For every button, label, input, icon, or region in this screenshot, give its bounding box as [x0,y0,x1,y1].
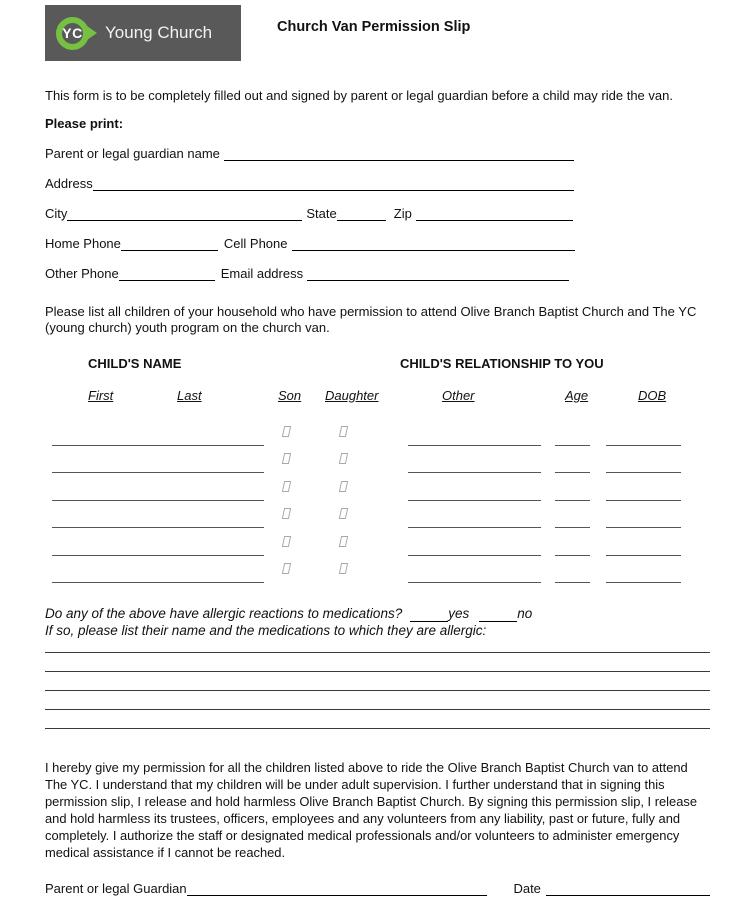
please-print-label: Please print: [45,116,124,131]
write-in-line[interactable] [45,653,710,672]
cell-phone-field[interactable] [292,236,575,251]
state-field[interactable] [337,206,386,221]
address-row [45,174,710,191]
col-last: Last [177,388,202,403]
child-row [45,501,710,529]
son-checkbox[interactable] [282,453,291,464]
child-name-field[interactable] [52,463,264,473]
age-field[interactable] [555,546,590,556]
daughter-checkbox[interactable] [339,481,348,492]
city-field[interactable] [67,206,302,221]
allergy-write-in-lines [45,640,710,729]
col-first: First [88,388,114,403]
no-label: no [517,606,533,621]
other-relationship-field[interactable] [408,463,541,473]
zip-field[interactable] [416,206,573,221]
other-relationship-field[interactable] [408,491,541,501]
child-row [45,446,710,474]
allergy-no-field[interactable] [479,608,517,622]
other-phone-field[interactable] [119,266,215,281]
address-label: Address [45,176,93,191]
yc-circle-arrow-icon [56,17,89,50]
children-table [45,356,710,583]
young-church-logo [45,5,241,61]
address-field[interactable] [93,176,574,191]
header [0,0,750,61]
legal-release-text: I hereby give my permission for all the children listed above to ride the Olive Branch Baptist Church van to attend The YC. I understand that my children will be under adult supervision. I further understand that in signing this permission slip, I release and hold harmless Olive Branch Baptist Church. By signing this permission slip, I release and hold harmless its trustees, officers, employees and any volunteers from any liability, past or future, fully and completely. I authorize the staff or designated medical professionals and/or volunteers to administer emergency medical assistance if I cannot be reached. [45,760,697,860]
parent-name-row [45,144,710,161]
daughter-checkbox[interactable] [339,453,348,464]
child-row [45,418,710,446]
col-other: Other [442,388,475,403]
form-body [0,88,750,896]
date-label: Date [513,881,541,896]
cell-phone-label: Cell Phone [223,236,288,251]
col-daughter: Daughter [325,388,379,403]
write-in-line[interactable] [45,672,710,691]
age-field[interactable] [555,573,590,583]
daughter-checkbox[interactable] [339,426,348,437]
child-row [45,556,710,584]
age-field[interactable] [555,463,590,473]
dob-field[interactable] [606,573,681,583]
col-dob: DOB [638,388,667,403]
guardian-signature-label: Parent or legal Guardian [45,881,187,896]
form-title: Church Van Permission Slip [277,19,471,35]
other-relationship-field[interactable] [408,518,541,528]
relationship-header: CHILD'S RELATIONSHIP TO YOU [400,356,604,371]
write-in-line[interactable] [45,640,710,653]
dob-field[interactable] [606,491,681,501]
other-relationship-field[interactable] [408,546,541,556]
child-name-field[interactable] [52,546,264,556]
col-son: Son [278,388,302,403]
children-rows [45,418,710,583]
yes-label: yes [448,606,470,621]
date-field[interactable] [546,882,710,896]
parent-name-label: Parent or legal guardian name [45,146,220,161]
zip-label: Zip [393,206,412,221]
child-name-field[interactable] [52,573,264,583]
email-field[interactable] [307,266,569,281]
home-phone-label: Home Phone [45,236,121,251]
table-group-headers [45,356,710,372]
child-row [45,473,710,501]
age-field[interactable] [555,518,590,528]
son-checkbox[interactable] [282,563,291,574]
allergy-question-row [45,605,710,622]
dob-field[interactable] [606,436,681,446]
daughter-checkbox[interactable] [339,508,348,519]
child-name-field[interactable] [52,491,264,501]
allergy-yes-field[interactable] [410,608,448,622]
child-name-field[interactable] [52,436,264,446]
dob-field[interactable] [606,518,681,528]
city-label: City [45,206,68,221]
son-checkbox[interactable] [282,536,291,547]
son-checkbox[interactable] [282,426,291,437]
dob-field[interactable] [606,463,681,473]
table-column-headers [45,388,710,405]
col-age: Age [565,388,589,403]
home-cell-phone-row [45,234,710,251]
home-phone-field[interactable] [121,236,218,251]
intro-text: This form is to be completely filled out and signed by parent or legal guardian before a child may ride the van. [45,88,673,103]
dob-field[interactable] [606,546,681,556]
age-field[interactable] [555,436,590,446]
child-row [45,528,710,556]
parent-name-field[interactable] [224,146,574,161]
write-in-line[interactable] [45,691,710,710]
allergy-section [45,605,710,639]
other-phone-label: Other Phone [45,266,119,281]
brand-name: Young Church [105,23,213,42]
allergy-followup: If so, please list their name and the medications to which they are allergic: [45,623,487,638]
signature-row [45,878,710,896]
daughter-checkbox[interactable] [339,563,348,574]
children-instruction: Please list all children of your household who have permission to attend Olive Branch Baptist Church and The YC (young church) youth program on the church van. [45,304,697,335]
age-field[interactable] [555,491,590,501]
other-phone-email-row [45,264,710,281]
state-label: State [306,206,337,221]
son-checkbox[interactable] [282,481,291,492]
other-relationship-field[interactable] [408,436,541,446]
son-checkbox[interactable] [282,508,291,519]
allergy-question: Do any of the above have allergic reactions to medications? [45,606,403,621]
guardian-signature-field[interactable] [187,882,488,896]
logo-badge-text: YC [62,25,83,41]
child-name-field[interactable] [52,518,264,528]
other-relationship-field[interactable] [408,573,541,583]
write-in-line[interactable] [45,710,710,729]
daughter-checkbox[interactable] [339,536,348,547]
childs-name-header: CHILD'S NAME [88,356,182,371]
city-state-zip-row [45,204,710,221]
email-label: Email address [220,266,304,281]
